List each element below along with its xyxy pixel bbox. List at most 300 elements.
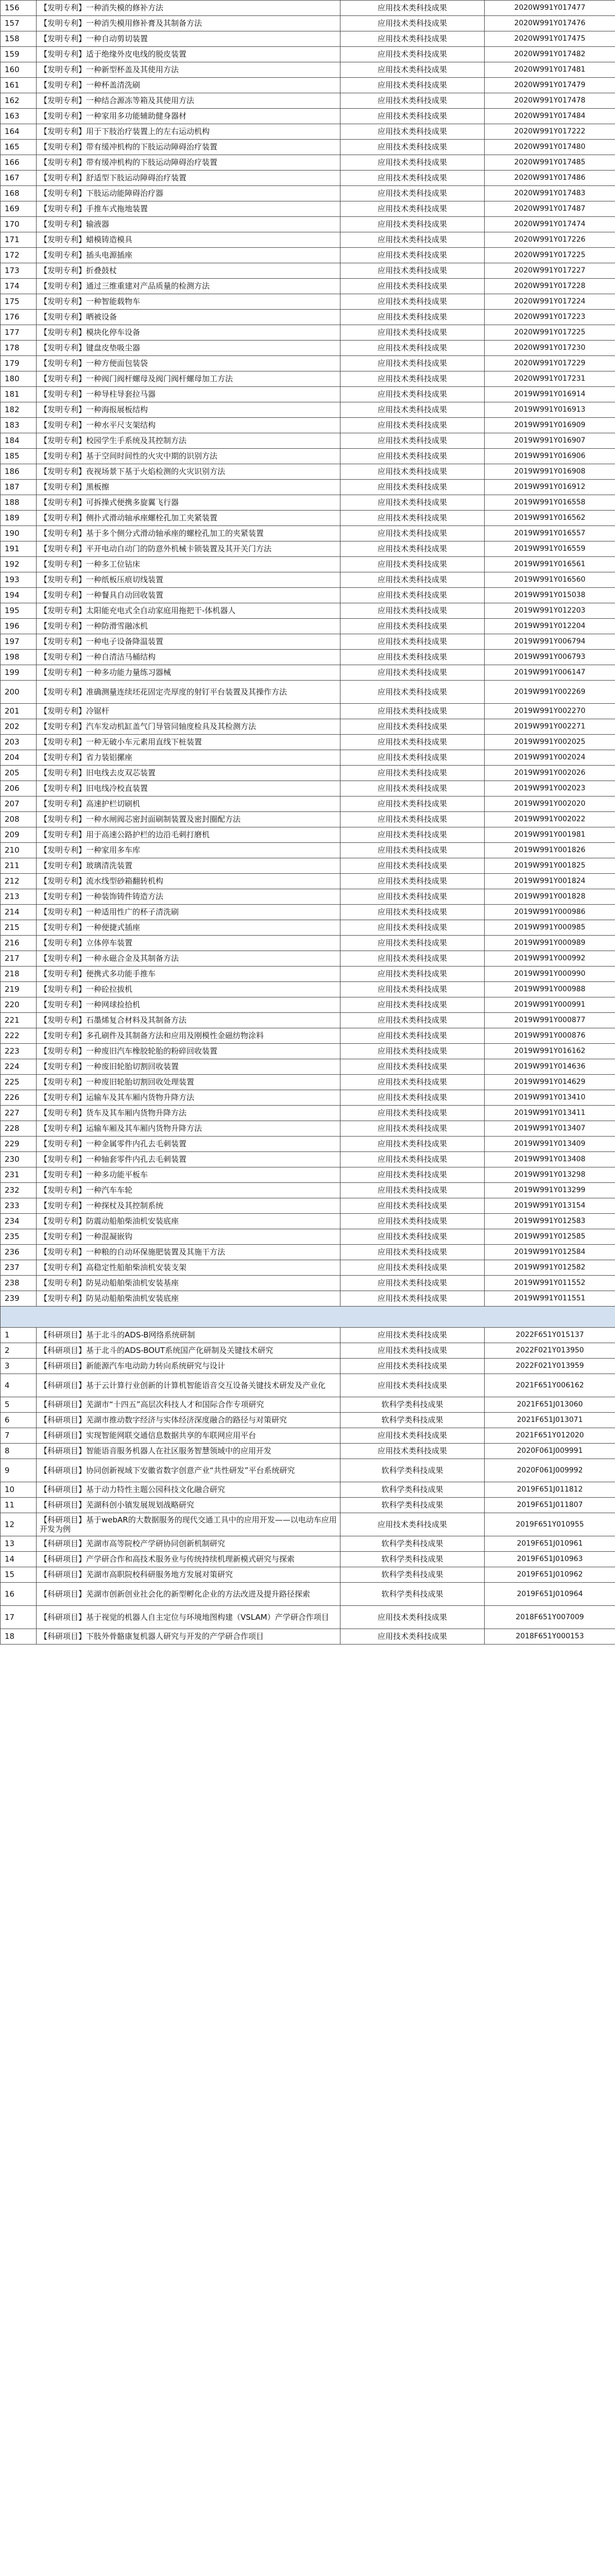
row-number: 209 (1, 827, 37, 843)
row-code: 2019W991Y016562 (485, 511, 615, 526)
row-title: 【发明专利】一种便捷式插座 (37, 920, 340, 936)
row-type: 应用技术类科技成果 (340, 495, 485, 511)
row-type: 应用技术类科技成果 (340, 62, 485, 78)
row-title: 【发明专利】一种方便面包装袋 (37, 356, 340, 371)
row-number: 9 (1, 1459, 37, 1482)
row-number: 5 (1, 1397, 37, 1413)
row-number: 188 (1, 495, 37, 511)
row-number: 1 (1, 1328, 37, 1343)
row-type: 应用技术类科技成果 (340, 750, 485, 766)
row-title: 【发明专利】旧电线冷校直装置 (37, 781, 340, 796)
row-code: 2019W991Y000876 (485, 1028, 615, 1044)
row-code: 2019W991Y002270 (485, 704, 615, 719)
row-type: 应用技术类科技成果 (340, 248, 485, 263)
table-row (1, 495, 615, 511)
row-title: 【科研项目】芜湖市“十四五”高层次科技人才和国际合作专项研究 (37, 1397, 340, 1413)
row-number: 197 (1, 634, 37, 650)
row-number: 202 (1, 719, 37, 735)
table-row (1, 997, 615, 1013)
row-code: 2022F651Y015137 (485, 1328, 615, 1343)
row-number: 168 (1, 186, 37, 201)
row-code: 2020W991Y017224 (485, 294, 615, 310)
row-title: 【发明专利】一种水闸阀芯密封面刷制装置及密封圈配方法 (37, 812, 340, 827)
row-code: 2019W991Y012204 (485, 619, 615, 634)
table-row (1, 920, 615, 936)
row-type: 应用技术类科技成果 (340, 982, 485, 997)
row-number: 225 (1, 1075, 37, 1090)
row-type: 应用技术类科技成果 (340, 603, 485, 619)
row-title: 【发明专利】一种多功能平板车 (37, 1167, 340, 1183)
row-code: 2019W991Y002023 (485, 781, 615, 796)
row-type: 应用技术类科技成果 (340, 1059, 485, 1075)
table-row (1, 1359, 615, 1374)
row-type: 应用技术类科技成果 (340, 402, 485, 418)
row-type: 应用技术类科技成果 (340, 812, 485, 827)
row-number: 165 (1, 140, 37, 155)
row-title: 【发明专利】运输车及其车厢内货物升降方法 (37, 1090, 340, 1106)
row-code: 2021F651J013060 (485, 1397, 615, 1413)
row-code: 2019W991Y012585 (485, 1229, 615, 1245)
row-type: 应用技术类科技成果 (340, 827, 485, 843)
row-number: 176 (1, 310, 37, 325)
row-type: 应用技术类科技成果 (340, 294, 485, 310)
row-title: 【发明专利】校园学生手系统及其控制方法 (37, 433, 340, 449)
section-separator (1, 1307, 615, 1328)
row-title: 【发明专利】可拆操式便携多旋翼飞行器 (37, 495, 340, 511)
row-number: 194 (1, 588, 37, 603)
row-title: 【科研项目】芜湖科创小镇发展规划战略研究 (37, 1498, 340, 1513)
row-number: 158 (1, 31, 37, 47)
row-number: 236 (1, 1245, 37, 1260)
row-type: 应用技术类科技成果 (340, 665, 485, 681)
row-number: 185 (1, 449, 37, 464)
row-title: 【发明专利】一种废旧汽车橡胶轮胎的粉碎回收装置 (37, 1044, 340, 1059)
row-type: 应用技术类科技成果 (340, 371, 485, 387)
row-code: 2019F651J010961 (485, 1536, 615, 1552)
row-type: 应用技术类科技成果 (340, 232, 485, 248)
row-code: 2019W991Y016912 (485, 480, 615, 495)
row-code: 2020W991Y017478 (485, 93, 615, 109)
table-row (1, 480, 615, 495)
table-row (1, 124, 615, 140)
row-number: 186 (1, 464, 37, 480)
row-type: 应用技术类科技成果 (340, 124, 485, 140)
row-code: 2020W991Y017231 (485, 371, 615, 387)
row-title: 【发明专利】晒被设备 (37, 310, 340, 325)
row-title: 【发明专利】高稳定性船舶柴油机安装支架 (37, 1260, 340, 1276)
row-number: 238 (1, 1276, 37, 1291)
row-type: 软科学类科技成果 (340, 1482, 485, 1498)
row-title: 【发明专利】多孔刷件及其制备方法和应用及刚模性金磁纺物涂料 (37, 1028, 340, 1044)
row-number: 16 (1, 1583, 37, 1606)
row-code: 2019W991Y000986 (485, 905, 615, 920)
row-number: 229 (1, 1137, 37, 1152)
row-code: 2022F021Y013950 (485, 1343, 615, 1359)
row-type: 应用技术类科技成果 (340, 93, 485, 109)
row-title: 【发明专利】一种防滑雪融冰机 (37, 619, 340, 634)
row-title: 【发明专利】汽车发动机缸盖气门导管同轴度检具及其检测方法 (37, 719, 340, 735)
row-type: 应用技术类科技成果 (340, 1152, 485, 1167)
row-title: 【发明专利】键盘皮垫吸尘器 (37, 341, 340, 356)
row-title: 【发明专利】夜视场景下基于火焰检测的火灾识别方法 (37, 464, 340, 480)
row-number: 11 (1, 1498, 37, 1513)
row-code: 2019W991Y000990 (485, 967, 615, 982)
row-code: 2019W991Y016558 (485, 495, 615, 511)
table-row (1, 526, 615, 541)
table-row (1, 418, 615, 433)
row-type: 应用技术类科技成果 (340, 681, 485, 704)
row-title: 【科研项目】芜湖市创新创业社会化的新型孵化企业的方法改进及提升路径探索 (37, 1583, 340, 1606)
row-code: 2019W991Y016162 (485, 1044, 615, 1059)
row-code: 2019W991Y002271 (485, 719, 615, 735)
row-code: 2020W991Y017474 (485, 217, 615, 232)
row-code: 2020W991Y017222 (485, 124, 615, 140)
row-type: 应用技术类科技成果 (340, 634, 485, 650)
row-type: 应用技术类科技成果 (340, 650, 485, 665)
row-code: 2021F651Y006162 (485, 1374, 615, 1397)
row-code: 2019W991Y001828 (485, 889, 615, 905)
row-number: 179 (1, 356, 37, 371)
row-code: 2019W991Y016908 (485, 464, 615, 480)
row-title: 【发明专利】一种自动剪切装置 (37, 31, 340, 47)
row-title: 【发明专利】用于下肢治疗装置上的左右运动机构 (37, 124, 340, 140)
table-row (1, 719, 615, 735)
row-type: 应用技术类科技成果 (340, 1629, 485, 1645)
row-code: 2019W991Y002024 (485, 750, 615, 766)
row-title: 【发明专利】插头电源插座 (37, 248, 340, 263)
row-number: 219 (1, 982, 37, 997)
table-row (1, 217, 615, 232)
row-title: 【发明专利】石墨烯复合材料及其制备方法 (37, 1013, 340, 1028)
row-type: 应用技术类科技成果 (340, 140, 485, 155)
row-title: 【发明专利】基于空间时间性的火灾中期的识别方法 (37, 449, 340, 464)
row-type: 应用技术类科技成果 (340, 1606, 485, 1629)
row-type: 应用技术类科技成果 (340, 47, 485, 62)
table-row (1, 1152, 615, 1167)
row-type: 应用技术类科技成果 (340, 464, 485, 480)
row-title: 【发明专利】一种砼拉拔机 (37, 982, 340, 997)
row-code: 2019W991Y016557 (485, 526, 615, 541)
table-row (1, 62, 615, 78)
row-type: 应用技术类科技成果 (340, 967, 485, 982)
table-row (1, 889, 615, 905)
row-number: 156 (1, 1, 37, 16)
row-code: 2019W991Y016913 (485, 402, 615, 418)
row-code: 2019W991Y002026 (485, 766, 615, 781)
row-type: 应用技术类科技成果 (340, 1090, 485, 1106)
row-number: 170 (1, 217, 37, 232)
row-code: 2019F651J010962 (485, 1567, 615, 1583)
row-code: 2019W991Y016914 (485, 387, 615, 402)
row-type: 应用技术类科技成果 (340, 449, 485, 464)
row-code: 2019W991Y014629 (485, 1075, 615, 1090)
row-number: 183 (1, 418, 37, 433)
row-number: 157 (1, 16, 37, 31)
row-number: 193 (1, 572, 37, 588)
row-code: 2019W991Y016561 (485, 557, 615, 572)
table-row (1, 109, 615, 124)
row-number: 227 (1, 1106, 37, 1121)
row-type: 应用技术类科技成果 (340, 1028, 485, 1044)
row-type: 应用技术类科技成果 (340, 766, 485, 781)
row-code: 2019W991Y002020 (485, 796, 615, 812)
table-row (1, 967, 615, 982)
row-title: 【发明专利】一种导柱导套拉马器 (37, 387, 340, 402)
row-code: 2019W991Y012203 (485, 603, 615, 619)
row-number: 172 (1, 248, 37, 263)
row-code: 2019W991Y002022 (485, 812, 615, 827)
table-row (1, 1536, 615, 1552)
row-code: 2019W991Y013154 (485, 1198, 615, 1214)
table-row (1, 371, 615, 387)
row-number: 181 (1, 387, 37, 402)
row-number: 161 (1, 78, 37, 93)
row-title: 【发明专利】立体停车装置 (37, 936, 340, 951)
row-title: 【发明专利】一种废旧轮胎切割回收装置 (37, 1059, 340, 1075)
row-type: 应用技术类科技成果 (340, 217, 485, 232)
row-title: 【发明专利】防震动船舶柴油机安装底座 (37, 1214, 340, 1229)
table-row (1, 93, 615, 109)
row-title: 【发明专利】一种餐具自动回收装置 (37, 588, 340, 603)
row-number: 210 (1, 843, 37, 858)
table-row (1, 1567, 615, 1583)
row-title: 【发明专利】一种汽车车轮 (37, 1183, 340, 1198)
table-row (1, 1291, 615, 1307)
row-code: 2019W991Y013407 (485, 1121, 615, 1137)
row-title: 【科研项目】芜湖市推动数字经济与实体经济深度融合的路径与对策研究 (37, 1413, 340, 1428)
table-row (1, 1137, 615, 1152)
table-row (1, 78, 615, 93)
row-number: 196 (1, 619, 37, 634)
row-code: 2019W991Y002269 (485, 681, 615, 704)
row-title: 【发明专利】旧电线去皮双芯装置 (37, 766, 340, 781)
row-title: 【发明专利】一种新型杯盖及其使用方法 (37, 62, 340, 78)
row-type: 应用技术类科技成果 (340, 557, 485, 572)
row-code: 2020W991Y017223 (485, 310, 615, 325)
row-code: 2020W991Y017228 (485, 279, 615, 294)
table-row (1, 750, 615, 766)
row-number: 3 (1, 1359, 37, 1374)
row-title: 【发明专利】流水线型砂箱翻转机构 (37, 874, 340, 889)
row-title: 【发明专利】输液器 (37, 217, 340, 232)
row-number: 184 (1, 433, 37, 449)
row-type: 应用技术类科技成果 (340, 433, 485, 449)
row-number: 180 (1, 371, 37, 387)
row-type: 应用技术类科技成果 (340, 186, 485, 201)
row-number: 223 (1, 1044, 37, 1059)
row-number: 228 (1, 1121, 37, 1137)
row-code: 2019F651J010964 (485, 1583, 615, 1606)
row-code: 2019W991Y011552 (485, 1276, 615, 1291)
row-title: 【科研项目】基于北斗的ADS-BOUT系统国产化研制及关键技术研究 (37, 1343, 340, 1359)
row-code: 2019W991Y015038 (485, 588, 615, 603)
row-title: 【发明专利】防晃动船舶柴油机安装底座 (37, 1291, 340, 1307)
row-number: 208 (1, 812, 37, 827)
row-code: 2020W991Y017486 (485, 171, 615, 186)
row-number: 213 (1, 889, 37, 905)
row-type: 应用技术类科技成果 (340, 588, 485, 603)
row-title: 【发明专利】一种电子设备降温装置 (37, 634, 340, 650)
row-number: 187 (1, 480, 37, 495)
separator-row (1, 1307, 615, 1328)
table-row (1, 263, 615, 279)
row-title: 【发明专利】一种无破小车元素用直线下桩装置 (37, 735, 340, 750)
row-number: 171 (1, 232, 37, 248)
table-row (1, 1075, 615, 1090)
row-number: 215 (1, 920, 37, 936)
table-row (1, 681, 615, 704)
row-type: 应用技术类科技成果 (340, 1137, 485, 1152)
row-number: 166 (1, 155, 37, 171)
row-title: 【发明专利】一种家用多功能辅助健身器材 (37, 109, 340, 124)
table-row (1, 634, 615, 650)
table-row (1, 735, 615, 750)
table-row (1, 588, 615, 603)
row-code: 2020W991Y017226 (485, 232, 615, 248)
row-code: 2020W991Y017485 (485, 155, 615, 171)
table-row (1, 843, 615, 858)
row-title: 【科研项目】产学研合作和高技术服务业与传统持续机理新模式研究与探索 (37, 1552, 340, 1567)
table-row (1, 905, 615, 920)
row-code: 2021F651Y012020 (485, 1428, 615, 1444)
row-title: 【发明专利】一种家用多车库 (37, 843, 340, 858)
table-row (1, 1260, 615, 1276)
row-number: 216 (1, 936, 37, 951)
row-title: 【发明专利】一种多功能力量练习器械 (37, 665, 340, 681)
row-type: 应用技术类科技成果 (340, 16, 485, 31)
table-row (1, 603, 615, 619)
row-title: 【发明专利】黑板擦 (37, 480, 340, 495)
row-number: 182 (1, 402, 37, 418)
table-row (1, 1167, 615, 1183)
row-type: 应用技术类科技成果 (340, 341, 485, 356)
row-code: 2019W991Y001981 (485, 827, 615, 843)
row-number: 206 (1, 781, 37, 796)
row-number: 175 (1, 294, 37, 310)
table-row (1, 1106, 615, 1121)
row-type: 应用技术类科技成果 (340, 997, 485, 1013)
row-title: 【发明专利】一种海报展板结构 (37, 402, 340, 418)
row-code: 2019W991Y000992 (485, 951, 615, 967)
row-title: 【发明专利】一种自清洁马桶结构 (37, 650, 340, 665)
table-row (1, 982, 615, 997)
row-number: 189 (1, 511, 37, 526)
table-row (1, 1214, 615, 1229)
row-type: 应用技术类科技成果 (340, 719, 485, 735)
row-title: 【发明专利】模块化停车设备 (37, 325, 340, 341)
row-code: 2019W991Y013298 (485, 1167, 615, 1183)
row-code: 2019W991Y012583 (485, 1214, 615, 1229)
table-row (1, 936, 615, 951)
row-title: 【发明专利】一种混凝嵌钩 (37, 1229, 340, 1245)
table-row (1, 310, 615, 325)
table-row (1, 279, 615, 294)
row-code: 2019W991Y006793 (485, 650, 615, 665)
row-code: 2020W991Y017480 (485, 140, 615, 155)
table-row (1, 1328, 615, 1343)
row-code: 2019W991Y014636 (485, 1059, 615, 1075)
row-code: 2019W991Y001825 (485, 858, 615, 874)
row-type: 应用技术类科技成果 (340, 541, 485, 557)
row-code: 2020W991Y017476 (485, 16, 615, 31)
row-type: 应用技术类科技成果 (340, 109, 485, 124)
row-code: 2019F651Y010955 (485, 1513, 615, 1536)
table-row (1, 511, 615, 526)
table-row (1, 1459, 615, 1482)
row-number: 200 (1, 681, 37, 704)
row-number: 160 (1, 62, 37, 78)
row-number: 232 (1, 1183, 37, 1198)
row-code: 2020W991Y017477 (485, 1, 615, 16)
row-code: 2019F651J011812 (485, 1482, 615, 1498)
table-row (1, 1498, 615, 1513)
row-title: 【发明专利】一种金属零件内孔去毛刺装置 (37, 1137, 340, 1152)
table-row (1, 341, 615, 356)
row-number: 192 (1, 557, 37, 572)
row-title: 【发明专利】货车及其车厢内货物升降方法 (37, 1106, 340, 1121)
table-row (1, 186, 615, 201)
table-row (1, 1428, 615, 1444)
row-number: 12 (1, 1513, 37, 1536)
row-code: 2020W991Y017230 (485, 341, 615, 356)
row-code: 2020W991Y017229 (485, 356, 615, 371)
row-type: 应用技术类科技成果 (340, 325, 485, 341)
row-number: 18 (1, 1629, 37, 1645)
table-row (1, 232, 615, 248)
row-type: 应用技术类科技成果 (340, 1343, 485, 1359)
row-type: 应用技术类科技成果 (340, 1214, 485, 1229)
row-number: 163 (1, 109, 37, 124)
row-number: 212 (1, 874, 37, 889)
table-row (1, 31, 615, 47)
row-number: 234 (1, 1214, 37, 1229)
row-title: 【发明专利】折叠鼓杖 (37, 263, 340, 279)
table-row (1, 464, 615, 480)
table-row (1, 572, 615, 588)
table-row (1, 650, 615, 665)
row-number: 207 (1, 796, 37, 812)
row-type: 应用技术类科技成果 (340, 387, 485, 402)
table-row (1, 433, 615, 449)
row-title: 【发明专利】下肢运动能障碍治疗器 (37, 186, 340, 201)
row-number: 231 (1, 1167, 37, 1183)
row-title: 【发明专利】基于多个侧分式滑动轴承座的螺栓孔加工的夹紧装置 (37, 526, 340, 541)
row-title: 【科研项目】智能语音服务机器人在社区服务智慧领域中的应用开发 (37, 1444, 340, 1459)
row-type: 应用技术类科技成果 (340, 418, 485, 433)
row-type: 应用技术类科技成果 (340, 1374, 485, 1397)
row-title: 【发明专利】通过三维重建对产品质量的检测方法 (37, 279, 340, 294)
row-type: 软科学类科技成果 (340, 1552, 485, 1567)
row-title: 【发明专利】玻璃清洗装置 (37, 858, 340, 874)
table-row (1, 1606, 615, 1629)
table-row (1, 1552, 615, 1567)
row-number: 226 (1, 1090, 37, 1106)
row-title: 【发明专利】准确测量连续坯花固定壳厚度的射钉平台装置及其操作方法 (37, 681, 340, 704)
row-title: 【发明专利】一种杯盖清洗刷 (37, 78, 340, 93)
row-type: 应用技术类科技成果 (340, 1428, 485, 1444)
row-code: 2018F651Y000153 (485, 1629, 615, 1645)
table-row (1, 1028, 615, 1044)
row-title: 【发明专利】一种探杖及其控制系统 (37, 1198, 340, 1214)
row-number: 8 (1, 1444, 37, 1459)
row-title: 【发明专利】一种永磁合金及其制备方法 (37, 951, 340, 967)
row-number: 230 (1, 1152, 37, 1167)
row-number: 237 (1, 1260, 37, 1276)
row-code: 2019W991Y000988 (485, 982, 615, 997)
row-type: 软科学类科技成果 (340, 1397, 485, 1413)
row-type: 软科学类科技成果 (340, 1583, 485, 1606)
row-type: 应用技术类科技成果 (340, 171, 485, 186)
